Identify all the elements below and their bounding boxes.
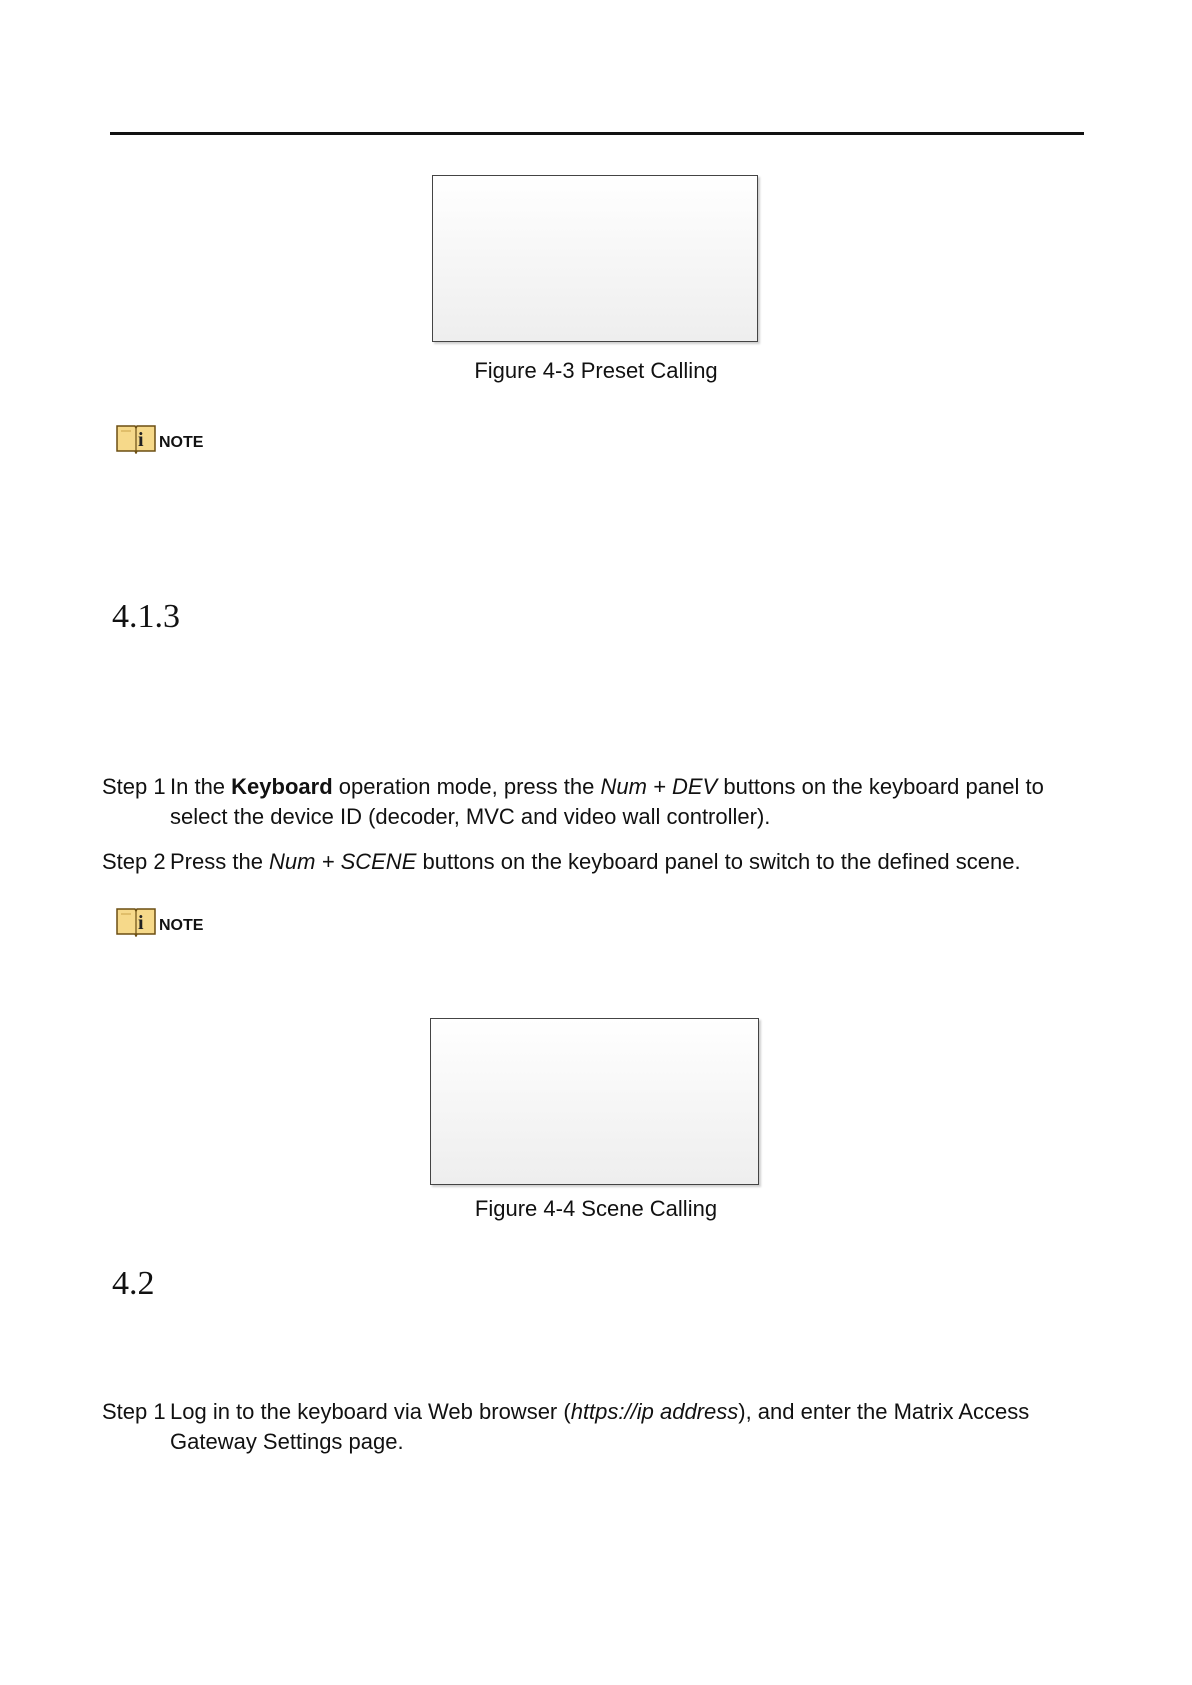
step-1-select-device: Step 1 In the Keyboard operation mode, press the Num + DEV buttons on the keyboard panel to select the device ID (decoder, MVC and video wall controller).	[102, 772, 1082, 832]
step-2-switch-scene: Step 2 Press the Num + SCENE buttons on the keyboard panel to switch to the defined scene.	[102, 847, 1082, 877]
section-heading-4-2: 4.2	[112, 1265, 155, 1302]
note-book-icon	[115, 422, 155, 452]
note-callout	[115, 905, 203, 935]
svg-text:i: i	[138, 912, 144, 934]
note-label: NOTE	[159, 434, 204, 451]
step-number: Step 1	[102, 1399, 166, 1424]
figure-image-scene-calling	[430, 1018, 759, 1185]
section-heading-4-1-3: 4.1.3	[112, 598, 180, 635]
step-1-log-in: Step 1 Log in to the keyboard via Web browser (https://ip address), and enter the Matrix Access Gateway Settings page.	[102, 1397, 1082, 1457]
step-number: Step 1	[102, 774, 166, 799]
header-rule	[110, 132, 1084, 135]
step-number: Step 2	[102, 849, 166, 874]
note-label: NOTE	[159, 917, 204, 934]
note-callout	[115, 422, 203, 452]
svg-text:i: i	[138, 429, 144, 451]
figure-image-preset-calling	[432, 175, 758, 342]
step-continuation: select the device ID (decoder, MVC and video wall controller).	[170, 804, 771, 829]
figure-caption: Figure 4-4 Scene Calling	[474, 1196, 718, 1221]
step-continuation: Gateway Settings page.	[170, 1429, 404, 1454]
figure-caption: Figure 4-3 Preset Calling	[474, 358, 718, 383]
note-book-icon	[115, 905, 155, 935]
